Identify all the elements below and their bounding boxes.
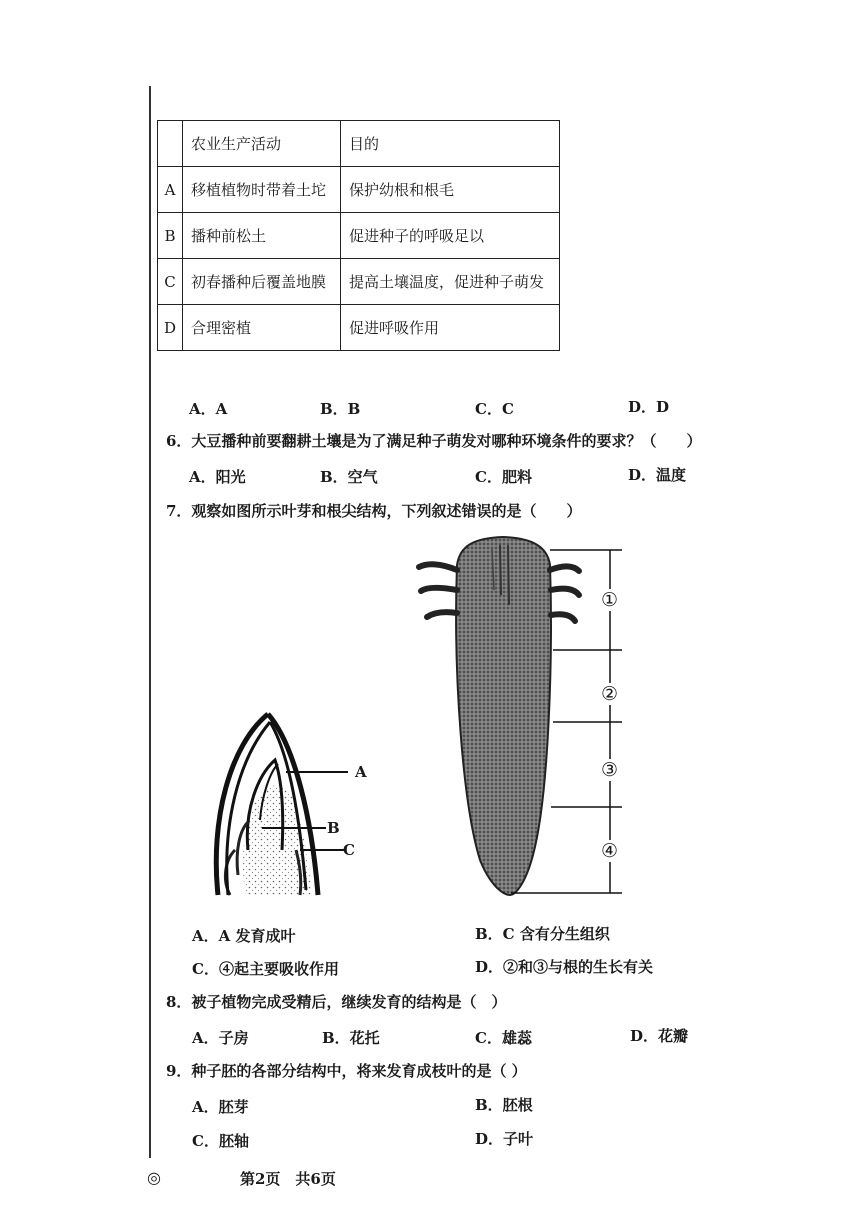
q5-option-d[interactable]: D．D bbox=[628, 398, 670, 416]
table-header-cell: 农业生产活动 bbox=[183, 121, 341, 167]
root-label-2: ② bbox=[601, 683, 619, 705]
q9-option-c[interactable]: C．胚轴 bbox=[192, 1132, 249, 1150]
q5-option-b[interactable]: B．B bbox=[320, 400, 361, 418]
q6-option-a[interactable]: A．阳光 bbox=[189, 468, 246, 486]
q5-option-a[interactable]: A．A bbox=[189, 400, 228, 418]
q9-option-a[interactable]: A．胚芽 bbox=[192, 1098, 249, 1116]
table-header-row bbox=[158, 121, 560, 167]
table-cell: 移植植物时带着土坨 bbox=[183, 167, 341, 213]
table-header-cell bbox=[158, 121, 183, 167]
table-cell: C bbox=[158, 259, 183, 305]
q7-stem: 7．观察如图所示叶芽和根尖结构，下列叙述错误的是（ ） bbox=[166, 502, 582, 520]
table-row bbox=[158, 305, 560, 351]
q6-stem: 6．大豆播种前要翻耕土壤是为了满足种子萌发对哪种环境条件的要求？（ ） bbox=[166, 432, 702, 450]
q7-option-a[interactable]: A．A 发育成叶 bbox=[192, 927, 296, 945]
q8-option-d[interactable]: D．花瓣 bbox=[630, 1027, 689, 1045]
q7-option-c[interactable]: C．④起主要吸收作用 bbox=[192, 960, 339, 978]
q6-option-b[interactable]: B．空气 bbox=[320, 468, 378, 486]
q8-option-b[interactable]: B．花托 bbox=[322, 1029, 380, 1047]
table-cell: 保护幼根和根毛 bbox=[341, 167, 560, 213]
table-cell: 促进呼吸作用 bbox=[341, 305, 560, 351]
bud-label-a: A bbox=[355, 763, 367, 781]
q6-option-c[interactable]: C．肥料 bbox=[475, 468, 532, 486]
table-row bbox=[158, 167, 560, 213]
q8-option-c[interactable]: C．雄蕊 bbox=[475, 1029, 532, 1047]
table-cell: A bbox=[158, 167, 183, 213]
root-label-4: ④ bbox=[601, 840, 619, 862]
root-label-1: ① bbox=[601, 589, 619, 611]
table-cell: 初春播种后覆盖地膜 bbox=[183, 259, 341, 305]
table-row bbox=[158, 213, 560, 259]
q9-stem: 9．种子胚的各部分结构中，将来发育成枝叶的是（ ） bbox=[166, 1062, 527, 1080]
table-cell: 合理密植 bbox=[183, 305, 341, 351]
q8-stem: 8．被子植物完成受精后，继续发育的结构是（ ） bbox=[166, 993, 507, 1011]
table-cell: 促进种子的呼吸足以 bbox=[341, 213, 560, 259]
q8-option-a[interactable]: A．子房 bbox=[192, 1029, 249, 1047]
bud-label-c: C bbox=[343, 841, 355, 859]
table-cell: B bbox=[158, 213, 183, 259]
bud-label-b: B bbox=[327, 819, 340, 837]
leaf-bud-figure bbox=[200, 700, 380, 905]
q7-option-b[interactable]: B．C 含有分生组织 bbox=[475, 925, 610, 943]
table-cell: D bbox=[158, 305, 183, 351]
table-cell: 提高土壤温度，促进种子萌发 bbox=[341, 259, 560, 305]
q9-option-d[interactable]: D．子叶 bbox=[475, 1130, 534, 1148]
table-cell: 播种前松土 bbox=[183, 213, 341, 259]
q6-option-d[interactable]: D．温度 bbox=[628, 466, 687, 484]
q7-option-d[interactable]: D．②和③与根的生长有关 bbox=[475, 958, 654, 976]
table-row bbox=[158, 259, 560, 305]
root-label-3: ③ bbox=[601, 759, 619, 781]
page-number: 第2页 共6页 bbox=[240, 1170, 336, 1188]
agriculture-table bbox=[157, 120, 560, 351]
footer-symbol: ◎ bbox=[147, 1168, 161, 1187]
margin-line bbox=[149, 86, 151, 1158]
table-header-cell: 目的 bbox=[341, 121, 560, 167]
q5-option-c[interactable]: C．C bbox=[475, 400, 514, 418]
q9-option-b[interactable]: B．胚根 bbox=[475, 1096, 533, 1114]
